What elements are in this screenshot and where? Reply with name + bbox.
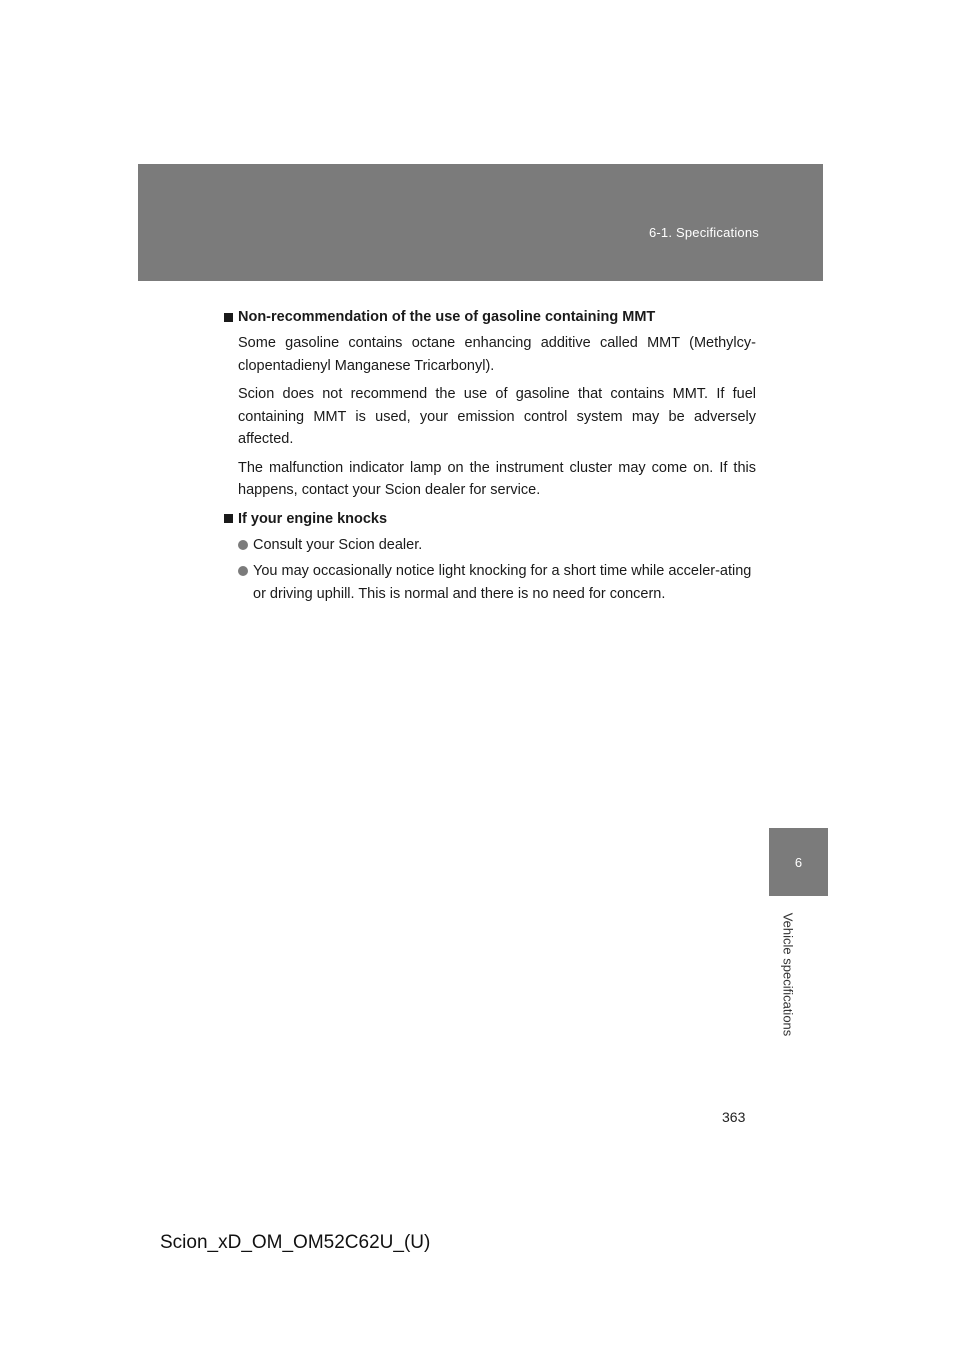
section-heading	[224, 306, 756, 328]
list-item	[238, 560, 756, 605]
main-content	[224, 306, 756, 609]
square-bullet-icon	[224, 514, 233, 523]
chapter-label-text: Vehicle specifications	[780, 912, 796, 1036]
section-heading	[224, 508, 756, 530]
chapter-number: 6	[794, 854, 803, 870]
list-item-text: Consult your Scion dealer.	[253, 536, 423, 553]
chapter-tab	[769, 828, 828, 896]
paragraph: Scion does not recommend the use of gasoline that contains MMT. If fuel containing MMT is used, your emission control system may be adversely affected.	[238, 386, 756, 447]
page-number: 363	[722, 1109, 746, 1125]
header-band	[138, 164, 823, 281]
chapter-label	[778, 904, 798, 1044]
section-title: 6-1. Specifications	[648, 225, 759, 240]
paragraph: The malfunction indicator lamp on the instrument cluster may come on. If this happens, contact your Scion dealer for service.	[238, 459, 756, 498]
list-item-text: You may occasionally notice light knocking for a short time while acceler-ating or driving uphill. This is normal and there is no need for concern.	[253, 563, 752, 602]
circle-bullet-icon	[238, 540, 248, 550]
document-id: Scion_xD_OM_OM52C62U_(U)	[160, 1232, 431, 1253]
list-item	[238, 534, 756, 557]
paragraph: Some gasoline contains octane enhancing additive called MMT (Methylcy-clopentadienyl Manganese Tricarbonyl).	[238, 335, 756, 374]
circle-bullet-icon	[238, 566, 248, 576]
heading-text: If your engine knocks	[238, 510, 388, 527]
heading-text: Non-recommendation of the use of gasoline containing MMT	[238, 309, 656, 325]
square-bullet-icon	[224, 313, 233, 322]
